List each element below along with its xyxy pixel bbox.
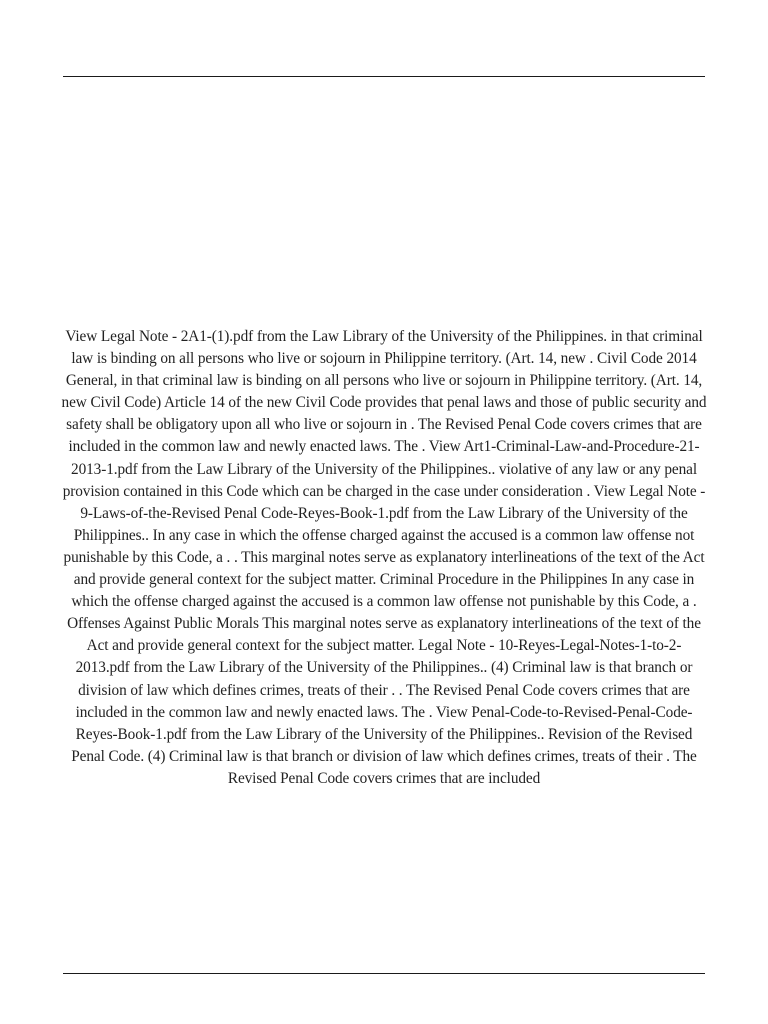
- header-rule: [63, 76, 705, 77]
- footer-rule: [63, 973, 705, 974]
- body-paragraph: View Legal Note - 2A1-(1).pdf from the Law Library of the University of the Philippines. in that criminal law is binding on all persons who live or sojourn in Philippine territory. (Art. 14, new . Civil Code 2014 General, in that criminal law is binding on all persons who live or sojourn in Philippine territory. (Art. 14, new Civil Code) Article 14 of the new Civil Code provides that penal laws and those of public security and safety shall be obligatory upon all who live or sojourn in . The Revised Penal Code covers crimes that are included in the common law and newly enacted laws. The . View Art1-Criminal-Law-and-Procedure-21-2013-1.pdf from the Law Library of the University of the Philippines.. violative of any law or any penal provision contained in this Code which can be charged in the case under consideration . View Legal Note - 9-Laws-of-the-Revised Penal Code-Reyes-Book-1.pdf from the Law Library of the University of the Philippines.. In any case in which the offense charged against the accused is a common law offense not punishable by this Code, a . . This marginal notes serve as explanatory interlineations of the text of the Act and provide general context for the subject matter. Criminal Procedure in the Philippines In any case in which the offense charged against the accused is a common law offense not punishable by this Code, a . Offenses Against Public Morals This marginal notes serve as explanatory interlineations of the text of the Act and provide general context for the subject matter. Legal Note - 10-Reyes-Legal-Notes-1-to-2-2013.pdf from the Law Library of the University of the Philippines.. (4) Criminal law is that branch or division of law which defines crimes, treats of their . . The Revised Penal Code covers crimes that are included in the common law and newly enacted laws. The . View Penal-Code-to-Revised-Penal-Code-Reyes-Book-1.pdf from the Law Library of the University of the Philippines.. Revision of the Revised Penal Code. (4) Criminal law is that branch or division of law which defines crimes, treats of their . The Revised Penal Code covers crimes that are included: [61, 328, 707, 787]
